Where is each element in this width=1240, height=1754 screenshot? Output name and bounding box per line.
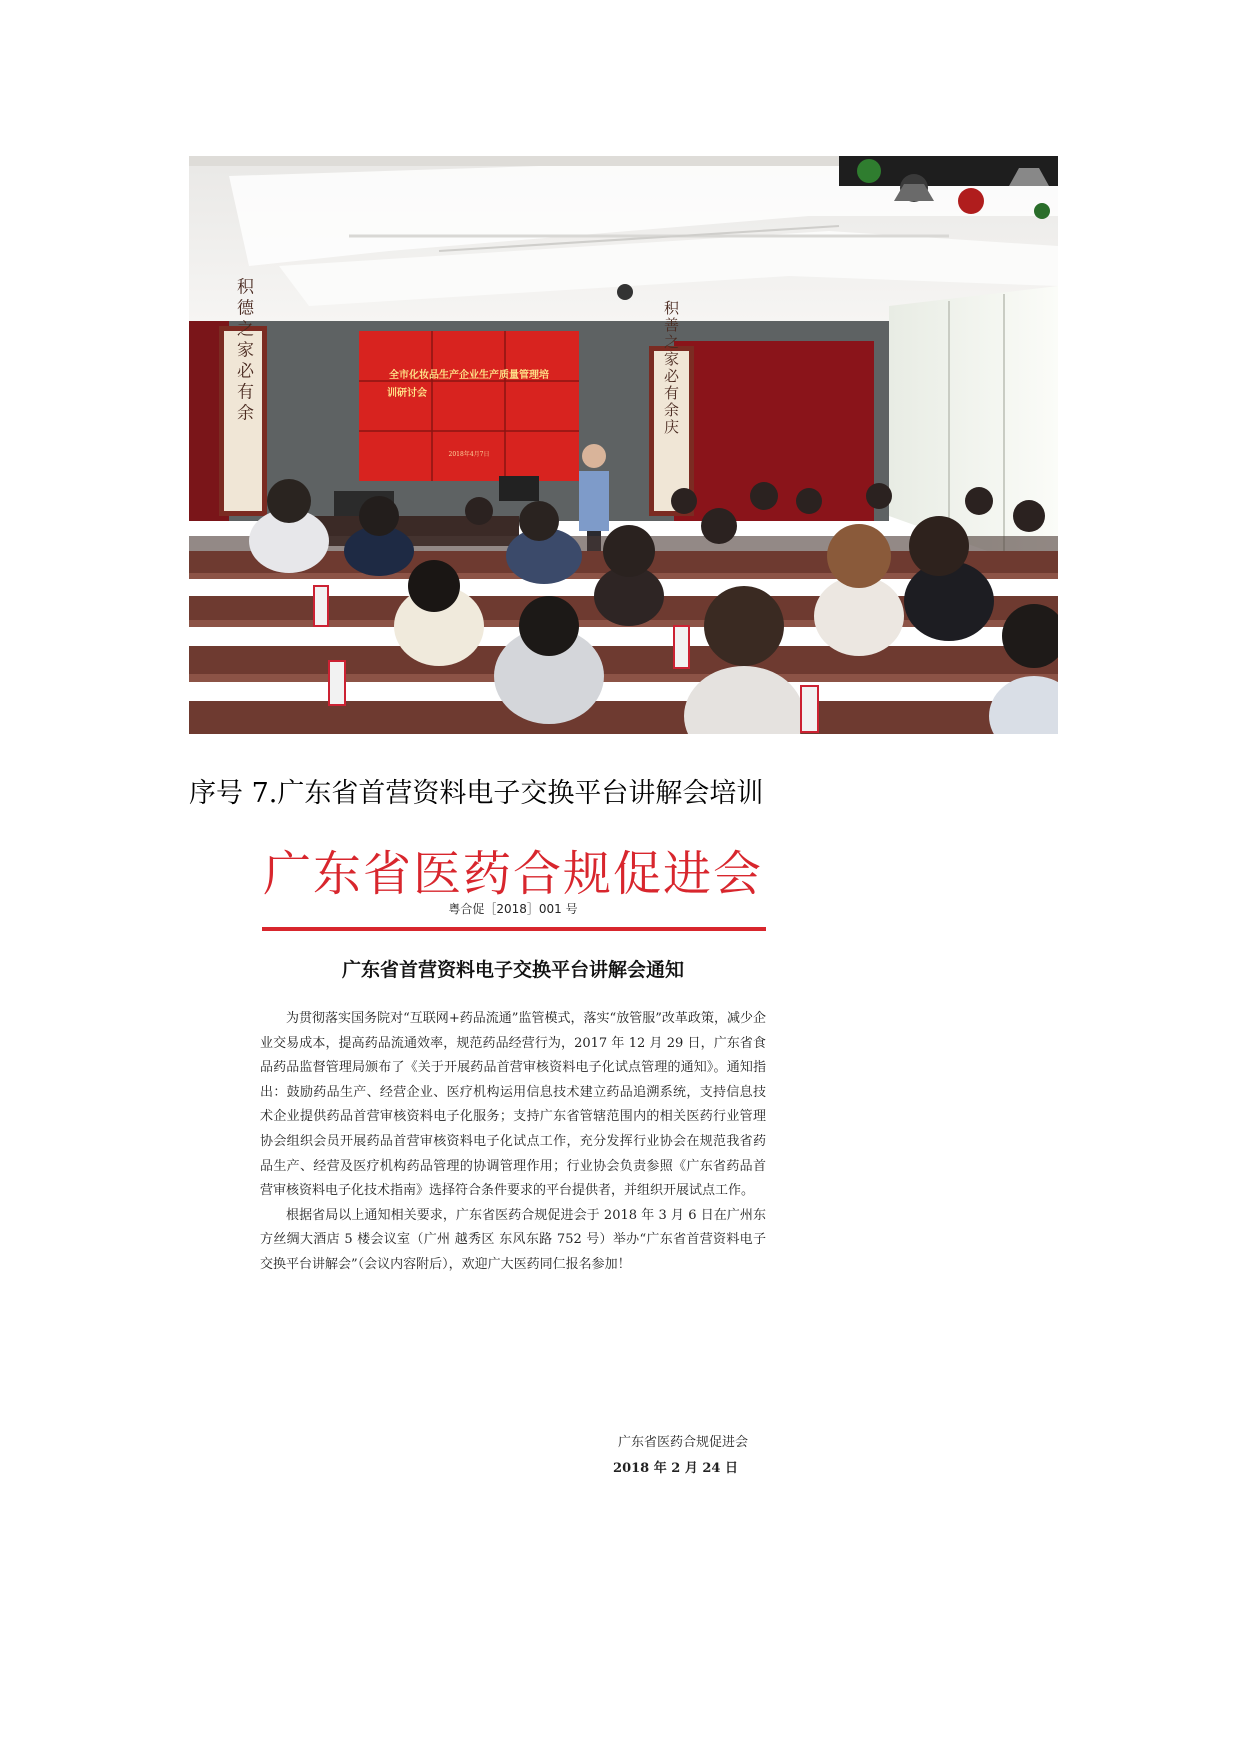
red-divider	[262, 927, 766, 931]
org-title: 广东省医药合规促进会	[262, 846, 763, 902]
notice-body	[260, 1007, 766, 1278]
notice-document	[258, 835, 768, 1485]
banner-left-text: 积德之家必有余	[233, 277, 253, 425]
sign-date: 2018 年 2 月 24 日	[613, 1461, 738, 1476]
meeting-photo	[189, 156, 1058, 734]
doc-number: 粤合促［2018］001 号	[448, 902, 578, 916]
notice-paragraph-1: 为贯彻落实国务院对“互联网+药品流通”监管模式，落实“放管服”改革政策，减少企业交易成本，提高药品流通效率，规范药品经营行为，2017 年 12 月 29 日，广东省食品药品监督管理局颁布了《关于开展药品首营审核资料电子化试点管理的通知》。通知指出：鼓励药品生产、经营企业、医疗机构运用信息技术建立药品追溯系统，支持信息技术企业提供药品首营审核资料电子化服务；支持广东省管辖范围内的相关医药行业管理协会组织会员开展药品首营审核资料电子化试点工作，充分发挥行业协会在规范我省药品生产、经营及医疗机构药品管理的协调管理作用；行业协会负责参照《广东省药品首营审核资料电子化技术指南》选择符合条件要求的平台提供者，并组织开展试点工作。	[260, 1011, 766, 1199]
signer: 广东省医药合规促进会	[617, 1435, 748, 1450]
notice-paragraph-2: 根据省局以上通知相关要求，广东省医药合规促进会于 2018 年 3 月 6 日在广州东方丝绸大酒店 5 楼会议室（广州 越秀区 东风东路 752 号）举办“广东省首营资料电子交换平台讲解会”（会议内容附后），欢迎广大医药同仁报名参加！	[260, 1207, 766, 1272]
notice-title: 广东省首营资料电子交换平台讲解会通知	[341, 959, 684, 981]
caption: 序号 7.广东省首营资料电子交换平台讲解会培训	[189, 778, 764, 809]
banner-right-text: 积善之家必有余庆	[662, 300, 680, 436]
screen-title-line1: 全市化妆品生产企业生产质量管理培	[389, 370, 549, 381]
screen-title-line2: 训研讨会	[387, 388, 427, 399]
screen-date: 2018年4月7日	[448, 451, 490, 458]
